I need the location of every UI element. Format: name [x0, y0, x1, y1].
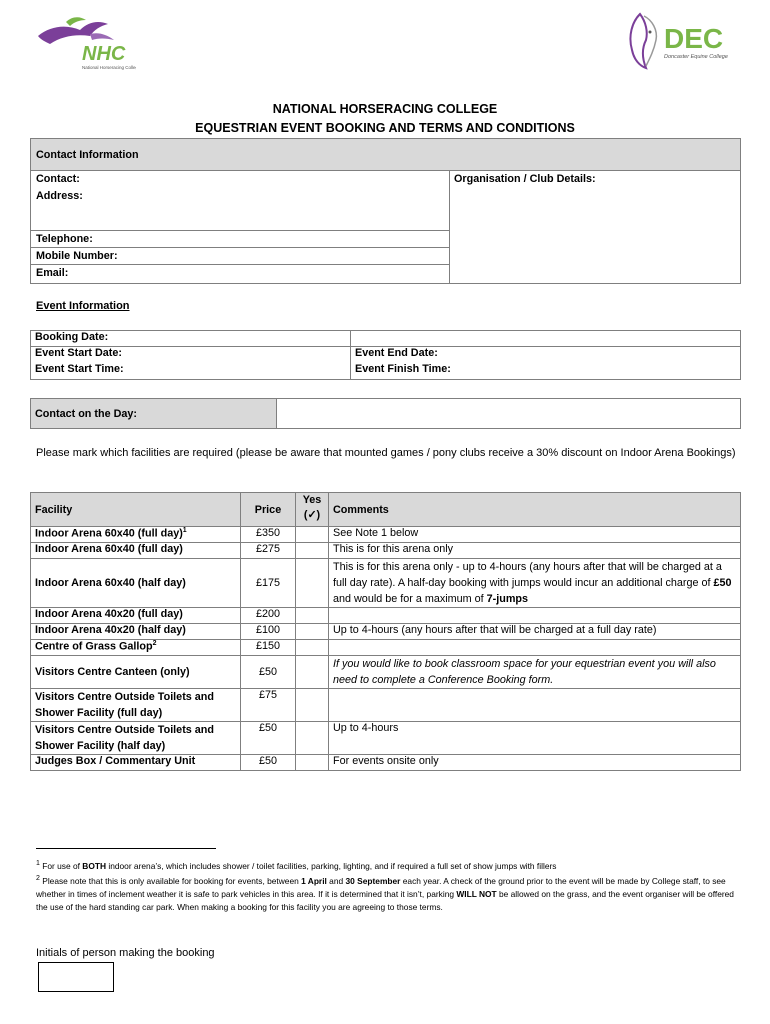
telephone-label: Telephone:: [36, 233, 93, 245]
yes-checkbox-cell[interactable]: [296, 722, 329, 755]
yes-checkbox-cell[interactable]: [296, 527, 329, 543]
contact-label: Contact:: [36, 173, 80, 185]
price-cell: £100: [241, 624, 296, 640]
yes-header-label: Yes: [302, 494, 322, 506]
nhc-logo-text: NHC: [82, 43, 126, 65]
address-label: Address:: [36, 190, 83, 202]
price-cell: £350: [241, 527, 296, 543]
facility-cell: Indoor Arena 60x40 (full day)$^1$: [31, 527, 241, 543]
comment-cell: Up to 4-hours: [329, 722, 741, 755]
comment-cell: See Note 1 below: [329, 527, 741, 543]
dec-logo: [624, 10, 736, 70]
facilities-intro-text: Please mark which facilities are required (please be aware that mounted games / pony clubs receive a 30% discount on Indoor Arena Bookings): [36, 447, 736, 459]
facility-cell: Visitors Centre Canteen (only): [31, 656, 241, 689]
footnote-2: $^2$ Please note that this is only available for booking for events, between 1 April and 30 September each year. A check of the ground prior to the event will be made by College staff, to see whether in times of inclement weather it is safe to park vehicles in this area. If it is determined that it isn’t, parking WILL NOT be allowed on the grass, and the event organiser will be offered the use of the hard standing car park. When making a booking for this facility you are agreeing to those terms.: [36, 875, 734, 912]
facility-cell: Indoor Arena 40x20 (full day): [31, 608, 241, 624]
table-row: [31, 527, 741, 543]
facility-cell: Judges Box / Commentary Unit: [31, 755, 241, 771]
event-finish-time-field[interactable]: Event Finish Time:: [351, 363, 741, 380]
yes-checkbox-cell[interactable]: [296, 559, 329, 608]
facility-cell: Indoor Arena 40x20 (half day): [31, 624, 241, 640]
comment-cell: If you would like to book classroom space for your equestrian event you will also need to complete a Conference Booking form.: [329, 656, 741, 689]
event-information-table: [30, 330, 741, 380]
facilities-table: [30, 492, 741, 771]
yes-checkbox-cell[interactable]: [296, 640, 329, 656]
table-row: [31, 559, 741, 608]
yes-checkbox-cell[interactable]: [296, 689, 329, 722]
event-end-date-field[interactable]: Event End Date:: [351, 347, 741, 363]
contact-section-title: Contact Information: [31, 139, 741, 171]
table-row: [31, 624, 741, 640]
yes-header-check: (✓): [303, 509, 321, 521]
table-row: [31, 656, 741, 689]
booking-date-field[interactable]: Booking Date:: [31, 331, 351, 347]
yes-header: [296, 493, 329, 527]
yes-checkbox-cell[interactable]: [296, 624, 329, 640]
nhc-logo-subtext: National Horseracing College: [82, 65, 136, 70]
event-start-time-field[interactable]: Event Start Time:: [31, 363, 351, 380]
document-title-line2: EQUESTRIAN EVENT BOOKING AND TERMS AND CONDITIONS: [195, 121, 575, 135]
dec-logo-text: DEC: [664, 23, 724, 54]
organisation-details-cell[interactable]: Organisation / Club Details:: [450, 171, 741, 284]
mobile-label: Mobile Number:: [36, 250, 118, 262]
table-row: [31, 722, 741, 755]
facility-header: Facility: [31, 493, 241, 527]
contact-details-cell[interactable]: [31, 171, 450, 284]
initials-label: Initials of person making the booking: [36, 947, 215, 959]
price-cell: £75: [241, 689, 296, 722]
yes-checkbox-cell[interactable]: [296, 608, 329, 624]
table-row: [31, 640, 741, 656]
facility-cell: Visitors Centre Outside Toilets and Shower Facility (half day): [31, 722, 241, 755]
price-cell: £150: [241, 640, 296, 656]
comment-cell: Up to 4-hours (any hours after that will be charged at a full day rate): [329, 624, 741, 640]
table-row: [31, 689, 741, 722]
contact-on-day-label: Contact on the Day:: [31, 399, 277, 429]
price-cell: £50: [241, 722, 296, 755]
price-cell: £50: [241, 755, 296, 771]
contact-on-day-table: [30, 398, 741, 429]
booking-date-blank[interactable]: [351, 331, 741, 347]
yes-checkbox-cell[interactable]: [296, 656, 329, 689]
dec-logo-subtext: Doncaster Equine College: [664, 54, 728, 60]
comment-cell: For events onsite only: [329, 755, 741, 771]
comment-cell: [329, 689, 741, 722]
nhc-logo: [36, 14, 136, 72]
initials-input-box[interactable]: [38, 962, 114, 992]
event-section-title: Event Information: [36, 300, 130, 312]
yes-checkbox-cell[interactable]: [296, 755, 329, 771]
comment-cell: [329, 640, 741, 656]
price-cell: £200: [241, 608, 296, 624]
yes-checkbox-cell[interactable]: [296, 543, 329, 559]
contact-on-day-input[interactable]: [277, 399, 741, 429]
price-cell: £275: [241, 543, 296, 559]
email-label: Email:: [36, 267, 69, 279]
facility-cell: Centre of Grass Gallop$^2$: [31, 640, 241, 656]
event-start-date-field[interactable]: Event Start Date:: [31, 347, 351, 363]
table-row: [31, 543, 741, 559]
document-title-line1: NATIONAL HORSERACING COLLEGE: [272, 102, 498, 116]
footnote-divider: [36, 848, 216, 849]
comment-cell: [329, 608, 741, 624]
facility-cell: Visitors Centre Outside Toilets and Shower Facility (full day): [31, 689, 241, 722]
price-cell: £175: [241, 559, 296, 608]
price-header: Price: [241, 493, 296, 527]
comment-cell: This is for this arena only - up to 4-hours (any hours after that will be charged at a full day rate). A half-day booking with jumps would incur an additional charge of £50 and would be for a maximum of 7-jumps: [329, 559, 741, 608]
table-row: [31, 755, 741, 771]
facility-cell: Indoor Arena 60x40 (half day): [31, 559, 241, 608]
comments-header: Comments: [329, 493, 741, 527]
price-cell: £50: [241, 656, 296, 689]
table-row: [31, 608, 741, 624]
comment-cell: This is for this arena only: [329, 543, 741, 559]
facility-cell: Indoor Arena 60x40 (full day): [31, 543, 241, 559]
contact-information-table: [30, 138, 741, 284]
footnote-1: $^1$ For use of BOTH indoor arena’s, which includes shower / toilet facilities, parking, lighting, and if required a full set of show jumps with fillers: [36, 860, 557, 871]
